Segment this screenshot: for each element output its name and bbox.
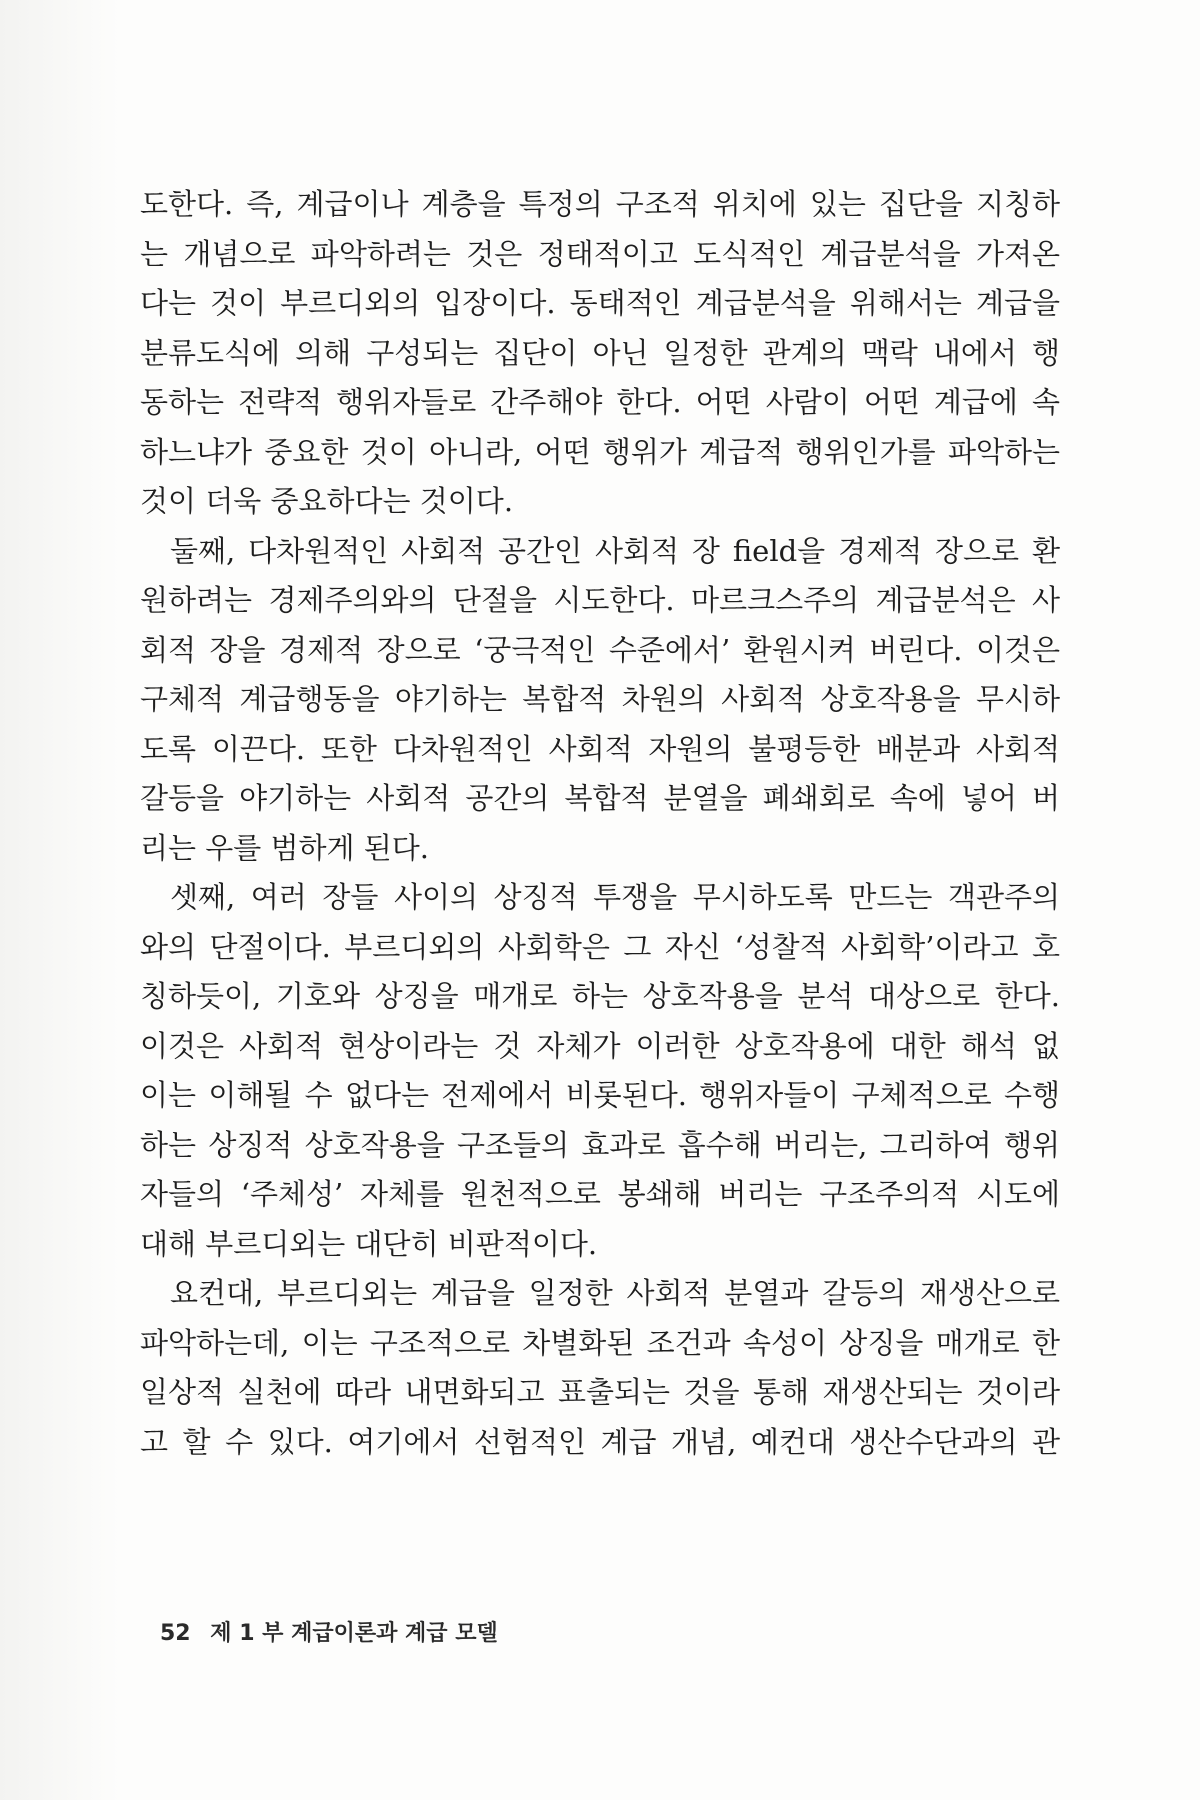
text-line: 파악하는데, 이는 구조적으로 차별화된 조건과 속성이 상징을 매개로 한 — [140, 1325, 1060, 1360]
text-line: 이는 이해될 수 없다는 전제에서 비롯된다. 행위자들이 구체적으로 수행 — [140, 1078, 1060, 1112]
text-line: 고 할 수 있다. 여기에서 선험적인 계급 개념, 예컨대 생산수단과의 관 — [140, 1424, 1060, 1459]
body-text — [140, 180, 1060, 1467]
page-number: 52 — [160, 1621, 191, 1646]
text-line: 동하는 전략적 행위자들로 간주해야 한다. 어떤 사람이 어떤 계급에 속 — [140, 385, 1060, 419]
paragraph — [140, 180, 1060, 527]
text-line: 분류도식에 의해 구성되는 집단이 아닌 일정한 관계의 맥락 내에서 행 — [140, 335, 1060, 370]
text-line: 셋째, 여러 장들 사이의 상징적 투쟁을 무시하도록 만드는 객관주의 — [170, 880, 1060, 914]
text-line: 요컨대, 부르디외는 계급을 일정한 사회적 분열과 갈등의 재생산으로 — [170, 1276, 1060, 1310]
text-line: 것이 더욱 중요하다는 것이다. — [140, 484, 514, 518]
text-line: 갈등을 야기하는 사회적 공간의 복합적 분열을 폐쇄회로 속에 넣어 버 — [140, 781, 1060, 815]
paragraph — [140, 873, 1060, 1269]
text-line: 와의 단절이다. 부르디외의 사회학은 그 자신 ‘성찰적 사회학’이라고 호 — [140, 929, 1060, 964]
part-label: 제 1 부 — [210, 1621, 284, 1646]
paragraph — [140, 1269, 1060, 1467]
text-line: 칭하듯이, 기호와 상징을 매개로 하는 상호작용을 분석 대상으로 한다. — [140, 979, 1060, 1013]
text-line: 구체적 계급행동을 야기하는 복합적 차원의 사회적 상호작용을 무시하 — [140, 682, 1060, 716]
text-line: 자들의 ‘주체성’ 자체를 원천적으로 봉쇄해 버리는 구조주의적 시도에 — [140, 1177, 1060, 1211]
text-line: 다는 것이 부르디외의 입장이다. 동태적인 계급분석을 위해서는 계급을 — [140, 286, 1060, 320]
page-footer — [160, 1616, 498, 1647]
text-line: 하는 상징적 상호작용을 구조들의 효과로 흡수해 버리는, 그리하여 행위 — [140, 1127, 1060, 1162]
text-line: 도록 이끈다. 또한 다차원적인 사회적 자원의 불평등한 배분과 사회적 — [140, 731, 1060, 766]
page-gutter-shadow — [0, 0, 120, 1800]
text-line: 일상적 실천에 따라 내면화되고 표출되는 것을 통해 재생산되는 것이라 — [140, 1375, 1060, 1409]
text-line: 원하려는 경제주의와의 단절을 시도한다. 마르크스주의 계급분석은 사 — [140, 583, 1060, 617]
text-line: 이것은 사회적 현상이라는 것 자체가 이러한 상호작용에 대한 해석 없 — [140, 1028, 1060, 1063]
text-line: 둘째, 다차원적인 사회적 공간인 사회적 장 field을 경제적 장으로 환 — [170, 533, 1060, 568]
text-line: 는 개념으로 파악하려는 것은 정태적이고 도식적인 계급분석을 가져온 — [140, 236, 1060, 271]
text-line: 도한다. 즉, 계급이나 계층을 특정의 구조적 위치에 있는 집단을 지칭하 — [140, 187, 1060, 221]
paragraph — [140, 527, 1060, 874]
running-title: 계급이론과 계급 모델 — [291, 1621, 498, 1646]
text-line: 하느냐가 중요한 것이 아니라, 어떤 행위가 계급적 행위인가를 파악하는 — [140, 434, 1060, 469]
text-line: 회적 장을 경제적 장으로 ‘궁극적인 수준에서’ 환원시켜 버린다. 이것은 — [140, 632, 1060, 667]
text-line: 리는 우를 범하게 된다. — [140, 830, 429, 865]
text-line: 대해 부르디외는 대단히 비판적이다. — [140, 1226, 598, 1261]
